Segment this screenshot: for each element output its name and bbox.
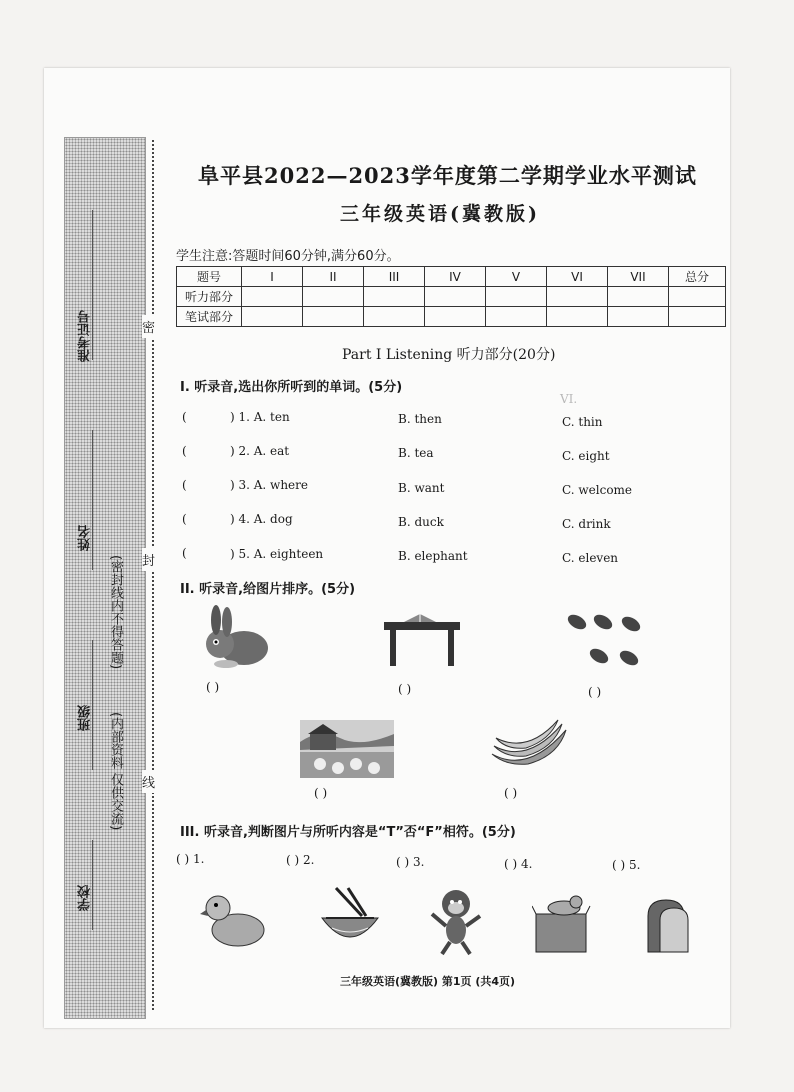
seal-dotted-line <box>152 140 154 1010</box>
bleed-through-text: VI. <box>560 392 578 406</box>
farm-icon <box>300 720 394 778</box>
label-school: 学校 <box>78 885 93 911</box>
option-5c: C. eleven <box>562 551 619 565</box>
student-notice: 学生注意:答题时间60分钟,满分60分。 <box>176 249 400 264</box>
score-cell[interactable] <box>303 287 364 307</box>
option-3c: C. welcome <box>562 483 633 497</box>
option-2c: C. eight <box>562 449 610 463</box>
page-footer: 三年级英语(冀教版) 第1页 (共4页) <box>340 975 516 988</box>
score-cell[interactable] <box>608 307 669 327</box>
score-header-cell: V <box>486 267 547 287</box>
option-1c: C. thin <box>562 415 603 429</box>
answer-paren[interactable]: ( <box>182 546 187 560</box>
noodles-icon <box>318 886 382 948</box>
seal-char-feng: 封 <box>142 548 155 571</box>
score-table-row <box>177 287 726 307</box>
question-2: ) 2. A. eat <box>230 444 290 458</box>
bread-icon <box>636 896 694 956</box>
score-cell[interactable] <box>486 307 547 327</box>
tf-blank-2[interactable]: ( ) 2. <box>286 853 315 867</box>
option-5b: B. elephant <box>398 549 468 563</box>
order-blank-5[interactable]: ( ) <box>504 786 518 800</box>
score-header-cell: I <box>242 267 303 287</box>
exam-subtitle: 三年级英语(冀教版) <box>340 203 540 225</box>
score-cell[interactable] <box>547 287 608 307</box>
seal-char-mi: 密 <box>142 315 155 338</box>
internal-note: (内部资料 仅供交流) <box>108 712 123 831</box>
score-cell[interactable] <box>486 287 547 307</box>
tf-blank-4[interactable]: ( ) 4. <box>504 857 533 871</box>
score-cell[interactable] <box>608 287 669 307</box>
order-blank-3[interactable]: ( ) <box>588 685 602 699</box>
score-cell[interactable] <box>364 287 425 307</box>
seal-char-xian: 线 <box>142 770 155 793</box>
score-cell[interactable] <box>425 307 486 327</box>
exam-title: 阜平县2022—2023学年度第二学期学业水平测试 <box>198 163 697 188</box>
tf-blank-3[interactable]: ( ) 3. <box>396 855 425 869</box>
hot-dogs-icon <box>563 610 649 674</box>
order-blank-1[interactable]: ( ) <box>206 680 220 694</box>
score-cell[interactable] <box>669 287 726 307</box>
score-header-cell: VI <box>547 267 608 287</box>
label-name: 姓名 <box>78 525 93 551</box>
score-header-cell: IV <box>425 267 486 287</box>
seal-note: (密封线内不得答题) <box>108 555 123 670</box>
section1-heading: I. 听录音,选出你所听到的单词。(5分) <box>180 380 403 395</box>
score-header-cell: III <box>364 267 425 287</box>
monkey-icon <box>426 886 490 958</box>
option-4b: B. duck <box>398 515 444 529</box>
score-header-cell: II <box>303 267 364 287</box>
label-class: 班级 <box>78 705 93 731</box>
tf-blank-5[interactable]: ( ) 5. <box>612 858 641 872</box>
option-2b: B. tea <box>398 446 434 460</box>
option-4c: C. drink <box>562 517 611 531</box>
bananas-icon <box>488 716 572 772</box>
rabbit-icon <box>196 604 274 672</box>
tf-blank-1[interactable]: ( ) 1. <box>176 852 205 866</box>
score-cell[interactable] <box>242 307 303 327</box>
answer-paren[interactable]: ( <box>182 512 187 526</box>
question-5: ) 5. A. eighteen <box>230 547 324 561</box>
score-cell[interactable] <box>242 287 303 307</box>
desk-with-book-icon <box>380 612 464 668</box>
option-1b: B. then <box>398 412 442 426</box>
question-3: ) 3. A. where <box>230 478 308 492</box>
question-4: ) 4. A. dog <box>230 512 293 526</box>
section3-heading: III. 听录音,判断图片与所听内容是“T”否“F”相符。(5分) <box>180 825 516 840</box>
order-blank-4[interactable]: ( ) <box>314 786 328 800</box>
score-row-label: 笔试部分 <box>177 307 242 327</box>
score-cell[interactable] <box>669 307 726 327</box>
answer-paren[interactable]: ( <box>182 478 187 492</box>
score-row-label: 听力部分 <box>177 287 242 307</box>
label-exam-number: 准考证号 <box>78 310 93 362</box>
answer-paren[interactable]: ( <box>182 444 187 458</box>
answer-paren[interactable]: ( <box>182 410 187 424</box>
score-header-cell: 题号 <box>177 267 242 287</box>
score-table <box>176 266 726 327</box>
duck-icon <box>200 888 266 952</box>
score-table-header-row <box>177 267 726 287</box>
score-cell[interactable] <box>547 307 608 327</box>
score-cell[interactable] <box>303 307 364 327</box>
option-3b: B. want <box>398 481 445 495</box>
part1-heading: Part I Listening 听力部分(20分) <box>342 347 556 363</box>
score-header-cell: VII <box>608 267 669 287</box>
score-header-cell: 总分 <box>669 267 726 287</box>
question-1: ) 1. A. ten <box>230 410 290 424</box>
score-cell[interactable] <box>364 307 425 327</box>
score-table-row <box>177 307 726 327</box>
section2-heading: II. 听录音,给图片排序。(5分) <box>180 582 356 597</box>
score-cell[interactable] <box>425 287 486 307</box>
cat-on-box-icon <box>532 890 592 954</box>
order-blank-2[interactable]: ( ) <box>398 682 412 696</box>
